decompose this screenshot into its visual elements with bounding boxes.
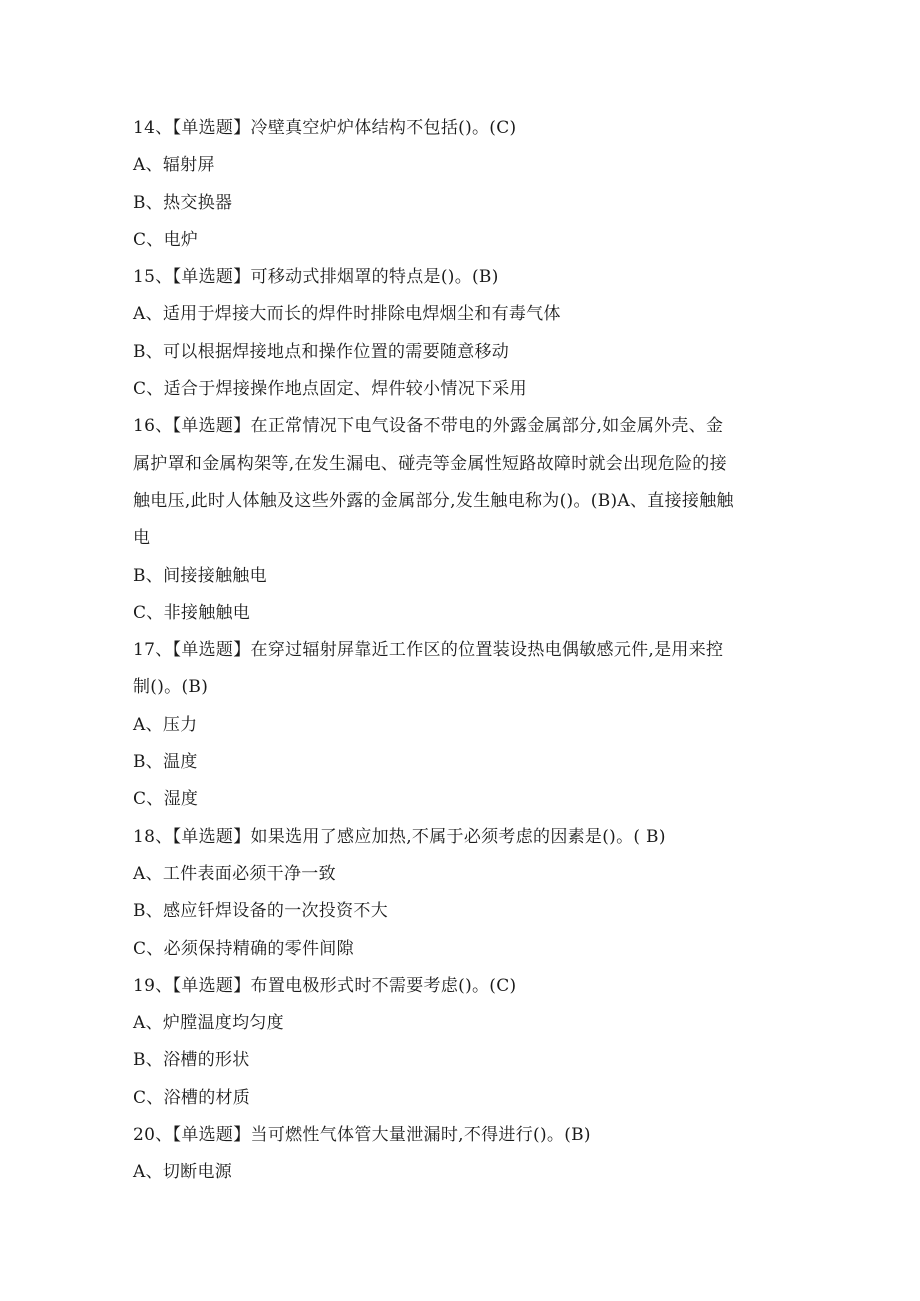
question-line: 18、【单选题】如果选用了感应加热,不属于必须考虑的因素是()。( B) xyxy=(133,826,666,847)
option-line: B、间接接触触电 xyxy=(133,565,267,586)
option-line: A、压力 xyxy=(133,714,198,735)
option-line: C、电炉 xyxy=(133,229,199,250)
option-line: A、切断电源 xyxy=(133,1162,233,1183)
question-line: 触电压,此时人体触及这些外露的金属部分,发生触电称为()。(B)A、直接接触触 xyxy=(133,490,734,511)
option-line: C、湿度 xyxy=(133,789,199,810)
option-line: B、可以根据焊接地点和操作位置的需要随意移动 xyxy=(133,341,510,362)
option-line: A、适用于焊接大而长的焊件时排除电焊烟尘和有毒气体 xyxy=(133,304,561,325)
question-line: 制()。(B) xyxy=(133,677,209,698)
option-line: C、浴槽的材质 xyxy=(133,1087,251,1108)
option-line: A、炉膛温度均匀度 xyxy=(133,1013,284,1034)
option-line: C、必须保持精确的零件间隙 xyxy=(133,938,354,959)
question-line: 15、【单选题】可移动式排烟罩的特点是()。(B) xyxy=(133,267,499,288)
option-line: B、热交换器 xyxy=(133,192,233,213)
question-line: 14、【单选题】冷壁真空炉炉体结构不包括()。(C) xyxy=(133,118,517,138)
option-line: B、浴槽的形状 xyxy=(133,1050,250,1071)
question-line: 16、【单选题】在正常情况下电气设备不带电的外露金属部分,如金属外壳、金 xyxy=(133,416,724,437)
question-line: 属护罩和金属构架等,在发生漏电、碰壳等金属性短路故障时就会出现危险的接 xyxy=(133,453,727,474)
question-line: 20、【单选题】当可燃性气体管大量泄漏时,不得进行()。(B) xyxy=(133,1125,591,1146)
option-line: C、非接触触电 xyxy=(133,602,251,623)
question-line: 电 xyxy=(133,528,151,549)
option-line: B、温度 xyxy=(133,752,198,773)
option-line: B、感应钎焊设备的一次投资不大 xyxy=(133,901,388,922)
option-line: C、适合于焊接操作地点固定、焊件较小情况下采用 xyxy=(133,379,527,400)
question-line: 19、【单选题】布置电极形式时不需要考虑()。(C) xyxy=(133,975,517,996)
document-body xyxy=(133,110,793,1192)
option-line: A、辐射屏 xyxy=(133,155,215,176)
option-line: A、工件表面必须干净一致 xyxy=(133,863,336,884)
question-line: 17、【单选题】在穿过辐射屏靠近工作区的位置装设热电偶敏感元件,是用来控 xyxy=(133,640,724,661)
